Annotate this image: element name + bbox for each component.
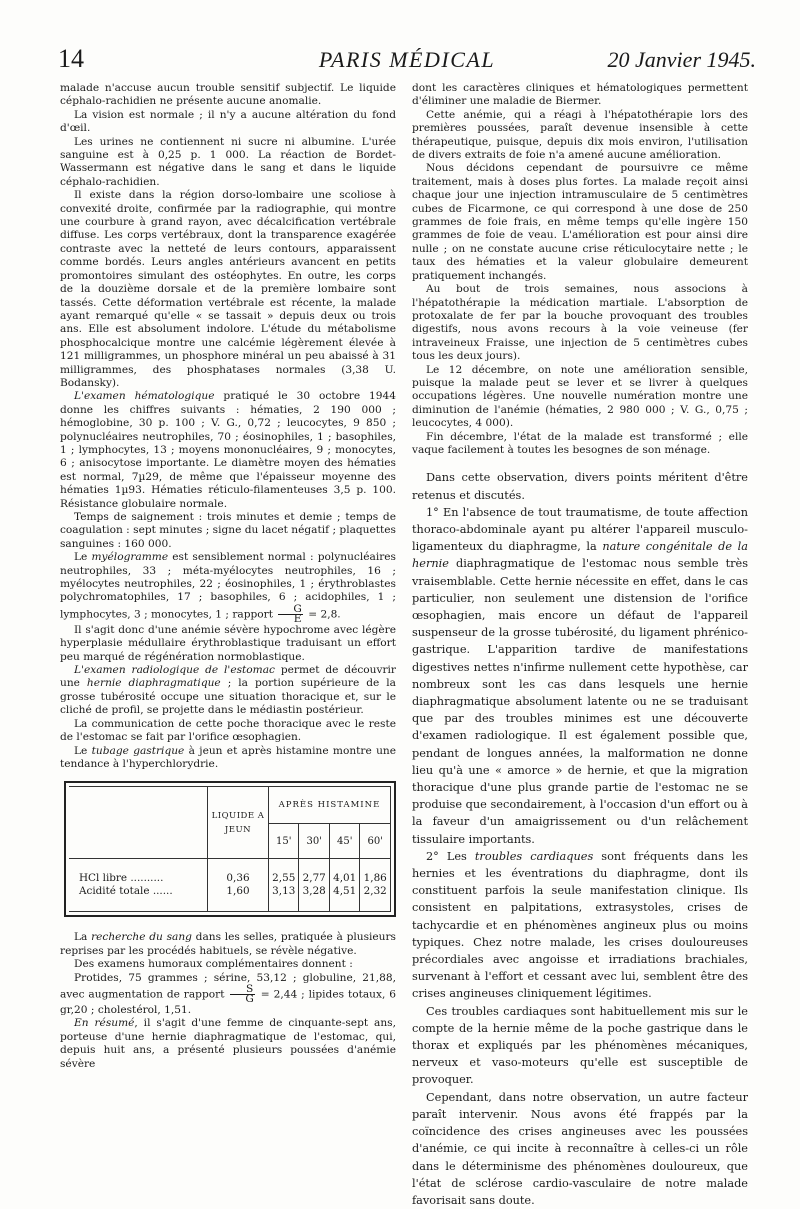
emphasis: troubles cardiaques [474, 849, 594, 863]
row-labels [69, 859, 208, 912]
paragraph-text: Le [74, 744, 92, 757]
paragraph: Dans cette observation, divers points méritent d'être retenus et discutés. [412, 471, 748, 502]
paragraph-text: = 2,8. [308, 608, 341, 621]
cell-value: 1,60 [226, 885, 250, 898]
paragraph-text: sont fréquents dans les hernies et les éventrations du diaphragme, dont ils constituent parfois la seule manifestation clinique. Ils consistent en palpitations, extrasystoles, crises de tachycardie et en phénomènes angineux plus ou moins typiques. Chez notre malade, les crises douloureuses précordiales avec angoisse et irradiations brachiales, survenant à l'effort et cessant avec lui, semblent être des crises angineuses cliniquement légitimes. [412, 849, 748, 1001]
fraction-denominator: E [293, 612, 302, 625]
cell-15 [269, 859, 299, 912]
cell-value: 2,77 [302, 872, 326, 885]
paragraph: Fin décembre, l'état de la malade est transformé ; elle vaque facilement à toutes les besognes de son ménage. [412, 430, 748, 456]
fraction-denominator: G [245, 992, 254, 1005]
paragraph: Les urines ne contiennent ni sucre ni albumine. L'urée sanguine est à 0,25 p. 1 000. La réaction de Bordet-Wassermann est négative dans le sang et dans le liquide céphalo-rachidien. [60, 135, 396, 188]
page-header [58, 44, 756, 84]
emphasis: L'examen hématologique [74, 390, 215, 403]
emphasis: tubage gastrique [91, 744, 185, 757]
fraction-numerator: S [230, 985, 254, 995]
paragraph [60, 745, 396, 772]
table-corner [69, 787, 208, 859]
paragraph [60, 1017, 396, 1071]
paragraph: La vision est normale ; il n'y a aucune altération du fond d'œil. [60, 108, 396, 135]
paragraph [60, 931, 396, 958]
emphasis: hernie diaphragmatique [86, 677, 221, 690]
paragraph-text: Le [74, 551, 92, 564]
paragraph: Des examens humoraux complémentaires donnent : [74, 958, 353, 971]
ratio-fraction [230, 982, 254, 1005]
cell-value: 3,28 [302, 885, 326, 898]
gastric-acidity-table [64, 781, 396, 917]
ratio-fraction [278, 602, 302, 625]
paragraph: Il existe dans la région dorso-lombaire une scoliose à convexité droite, confirmée par la radiographie, qui montre une courbure à grand rayon, avec décalcification vertébrale diffuse. Les corps vertébraux, dont la transparence exagérée contraste avec la netteté de leurs contours, apparaissent comme bordés. Leurs angles antérieurs avancent en petits promontoires simulant des ostéophytes. En outre, les corps de la douzième dorsale et de la première lombaire sont tassés. Cette déformation vertébrale est récente, la malade ayant remarqué qu'elle « se tassait » depuis deux ou trois ans. Elle est absolument indolore. L'étude du métabolisme phosphocalcique montre une calcémie légèrement élevée à 121 milligrammes, un phosphore minéral un peu abaissé à 31 milligrammes, des phosphatases normales (3,38 U. Bodansky). [60, 189, 396, 389]
fraction-numerator: G [278, 605, 302, 615]
issue-date: 20 Janvier 1945. [607, 47, 756, 72]
paragraph-text: ; la portion supérieure de la grosse tubérosité occupe une situation thoracique et, sur le cliché de profil, se projette dans le médiastin postérieur. [60, 677, 396, 717]
data-table [69, 786, 391, 912]
cell-jeun [208, 859, 269, 912]
paragraph-text: , il s'agit d'une femme de cinquante-sept ans, porteuse d'une hernie diaphragmatique de l'estomac, qui, depuis huit ans, a présenté plusieurs poussées d'anémie sévère [60, 1017, 396, 1070]
paragraph-text: La [74, 931, 92, 944]
paragraph: Nous décidons cependant de poursuivre ce même traitement, mais à doses plus fortes. La malade reçoit ainsi chaque jour une injection intramusculaire de 5 centimètres cubes de Ficarmone, ce qui correspond à une dose de 250 grammes de foie frais, en même temps qu'elle ingère 150 grammes de foie de veau. L'amélioration est pour ainsi dire nulle ; on ne constate aucune crise réticulocytaire nette ; le taux des hématies et la valeur globulaire demeurent pratiquement inchangés. [412, 162, 748, 282]
emphasis: myélogramme [91, 551, 169, 564]
left-column [60, 82, 396, 1071]
paragraph: Au bout de trois semaines, nous associons à l'hépatothérapie la médication martiale. L'absorption de protoxalate de fer par la bouche provoquant des troubles digestifs, nous avons recours à la voie veineuse (fer intraveineux Fraisse, une injection de 5 centimètres cubes tous les deux jours). [412, 283, 748, 363]
column-header-liquide: LIQUIDE A JEUN [208, 787, 269, 859]
paragraph-text: 1° En l'absence de tout traumatisme, de toute affection thoraco-abdominale ayant pu altérer l'appareil musculo-ligamenteux du diaphragme, la [412, 505, 748, 554]
paragraph: malade n'accuse aucun trouble sensitif subjectif. Le liquide céphalo-rachidien ne présente aucune anomalie. [60, 82, 396, 108]
row-label: HCl libre .......... [79, 872, 164, 885]
paragraph [60, 664, 396, 718]
paragraph-text: = 2,44 ; lipides totaux, 6 gr,20 ; cholestérol, 1,51. [60, 988, 397, 1016]
paragraph: Cette anémie, qui a réagi à l'hépatothérapie lors des premières poussées, paraît devenue insensible à cette thérapeutique, puisque, depuis dix mois environ, l'utilisation de divers extraits de foie n'a amené aucune amélioration. [412, 108, 748, 162]
cell-value: 2,55 [272, 872, 296, 885]
paragraph [412, 848, 748, 1003]
paragraph-text: diaphragmatique de l'estomac nous semble très vraisemblable. Cette hernie nécessite en effet, dans le cas particulier, non seulement une distension de l'orifice œsophagien, mais encore un défaut de l'appareil suspenseur de la grosse tubérosité, du ligament phrénico-gastrique. L'apparition tardive de manifestations digestives nettes n'infirme nullement cette hypothèse, car nombreux sont les cas dans lesquels une hernie diaphragmatique absolument latente ou ne se traduisant que par des troubles minimes est une découverte d'examen radiologique. Il est également possible que, pendant de longues années, la malformation ne donne lieu qu'à une « amorce » de hernie, et que la migration thoracique d'une plus grande partie de l'estomac ne se produise que secondairement, à l'occasion d'un effort ou à la faveur d'un amaigrissement ou d'un relâchement tissulaire importants. [412, 557, 748, 846]
cell-60 [360, 859, 391, 912]
paragraph [60, 972, 396, 1018]
paragraph [412, 504, 748, 848]
emphasis: recherche du sang [91, 931, 192, 944]
cell-value: 2,32 [363, 885, 387, 898]
cell-value: 1,86 [363, 872, 387, 885]
emphasis: nature congénitale de la hernie [412, 540, 749, 571]
emphasis: En résumé [74, 1017, 135, 1030]
column-header-time: 30' [299, 824, 329, 859]
column-header-time: 15' [269, 824, 299, 859]
paragraph: Le 12 décembre, on note une amélioration sensible, puisque la malade peut se lever et se livrer à quelques occupations légères. Une nouvelle numération montre une diminution de l'anémie (hématies, 2 980 000 ; V. G., 0,75 ; leucocytes, 4 000). [412, 363, 748, 430]
paragraph: Cependant, dans notre observation, un autre facteur paraît intervenir. Nous avons été frappés par la coïncidence des crises angineuses avec les poussées d'anémie, ce qui incite à reconnaître à celles-ci un rôle dans le déterminisme des phénomènes douloureux, que l'état de sclérose cardio-vasculaire de notre malade favorisait sans doute. [412, 1090, 748, 1207]
paragraph-text: Protides, 75 grammes ; sérine, 53,12 ; globuline, 21,88, avec augmentation de rapport [60, 971, 396, 1001]
paragraph-text: à jeun et après histamine montre une tendance à l'hyperchlorydrie. [60, 744, 397, 770]
paragraph: La communication de cette poche thoracique avec le reste de l'estomac se fait par l'orifice œsophagien. [60, 717, 396, 744]
cell-value: 4,01 [333, 872, 357, 885]
paragraph: Il s'agit donc d'une anémie sévère hypochrome avec légère hyperplasie médullaire érythroblastique traduisant un effort peu marqué de régénération normoblastique. [60, 623, 396, 663]
paragraph [60, 551, 396, 624]
right-column [412, 82, 748, 1209]
paragraph-text: dans les selles, pratiquée à plusieurs reprises par les procédés habituels, se révèle négative. [60, 931, 396, 957]
page-number: 14 [58, 44, 84, 73]
paragraph [60, 390, 396, 511]
cell-value: 4,51 [333, 885, 357, 898]
paragraph-text: 2° Les [426, 849, 475, 863]
cell-45 [329, 859, 359, 912]
cell-value: 0,36 [226, 872, 250, 885]
cell-value: 3,13 [272, 885, 296, 898]
paragraph-text: permet de découvrir une [60, 664, 396, 690]
column-header-apres: APRÈS HISTAMINE [269, 787, 391, 824]
row-label: Acidité totale ...... [79, 885, 173, 898]
paragraph-text: est sensiblement normal : polynucléaires neutrophiles, 33 ; méta-myélocytes neutrophiles, 16 ; myélocytes neutrophiles, 22 ; éosinophiles, 1 ; érythroblastes polychromatophiles, 17 ; basophiles, 6 ; acidophiles, 1 ; lymphocytes, 3 ; monocytes, 1 ; rapport [60, 551, 396, 621]
column-header-time: 45' [329, 824, 359, 859]
journal-title: PARIS MÉDICAL [318, 47, 496, 72]
paragraph-text: pratiqué le 30 octobre 1944 donne les chiffres suivants : hématies, 2 190 000 ; hémoglobine, 30 p. 100 ; V. G., 0,72 ; leucocytes, 9 850 ; polynucléaires neutrophiles, 70 ; éosinophiles, 1 ; basophiles, 1 ; lymphocytes, 13 ; moyens mononucléaires, 9 ; monocytes, 6 ; anisocytose importante. Le diamètre moyen des hématies est normal, 7µ29, de même que l'épaisseur moyenne des hématies 1µ93. Hématies réticulo-filamenteuses 3,5 p. 100. Résistance globulaire normale. [60, 390, 396, 510]
cell-30 [299, 859, 329, 912]
table-row [69, 859, 391, 912]
paragraph: dont les caractères cliniques et hématologiques permettent d'éliminer une maladie de Biermer. [412, 82, 748, 108]
column-header-time: 60' [360, 824, 391, 859]
emphasis: L'examen radiologique de l'estomac [74, 664, 275, 677]
paragraph: Temps de saignement : trois minutes et demie ; temps de coagulation : sept minutes ; signe du lacet négatif ; plaquettes sanguines : 160 000. [60, 511, 396, 550]
paragraph: Ces troubles cardiaques sont habituellement mis sur le compte de la hernie même de la poche gastrique dans le thorax et expliqués par les phénomènes mécaniques, nerveux et vaso-moteurs qu'elle est susceptible de provoquer. [412, 1004, 748, 1087]
spacer [412, 457, 748, 469]
